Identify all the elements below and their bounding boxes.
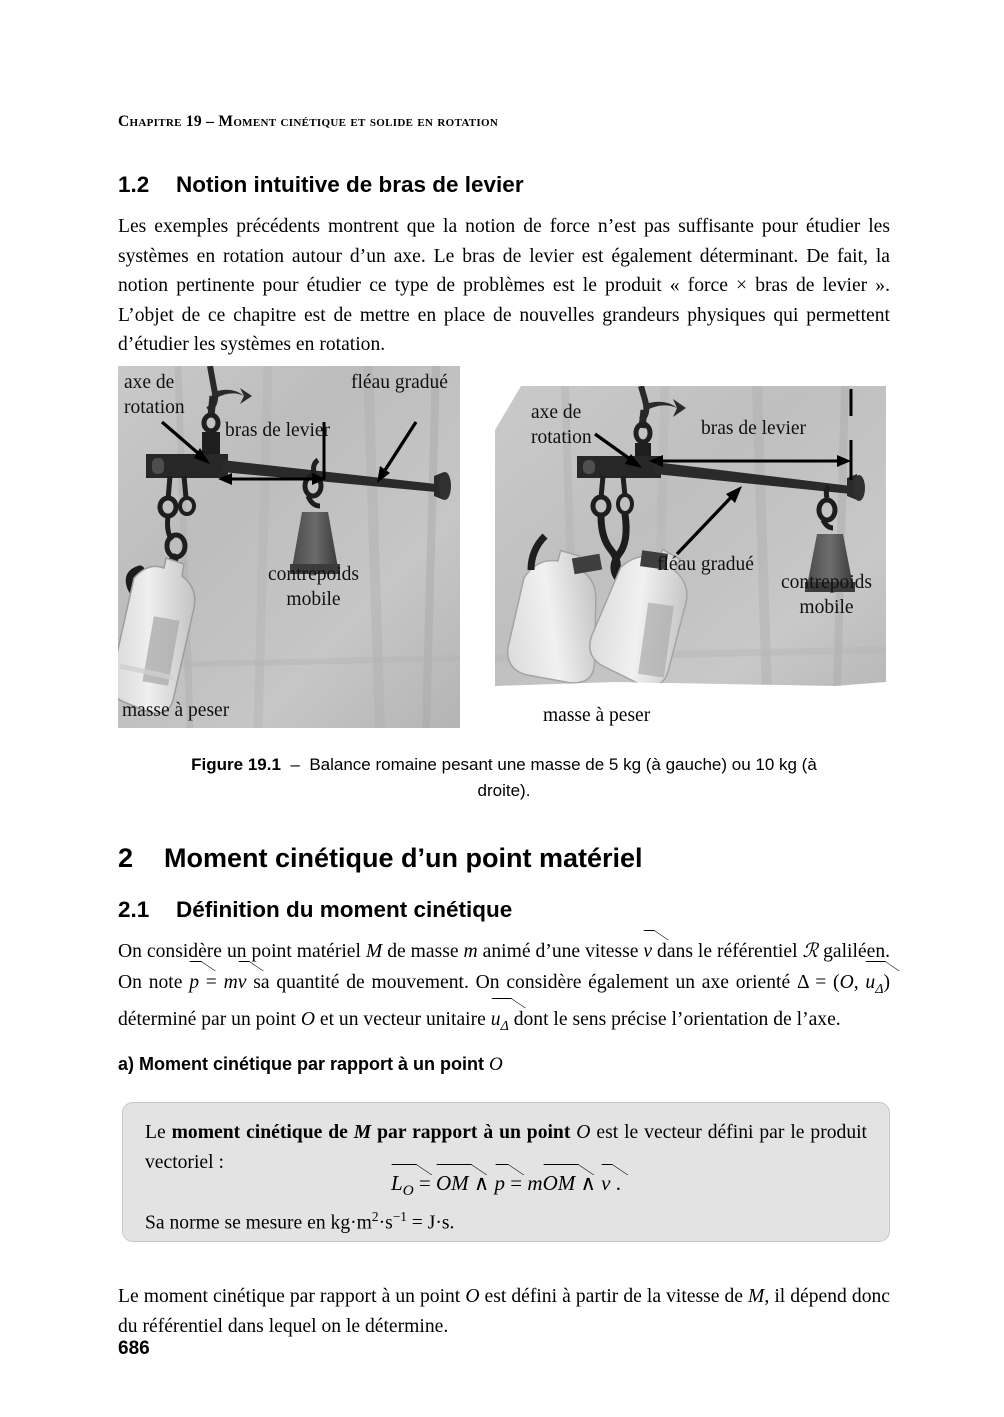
left-label-axis: axe de rotation bbox=[124, 372, 185, 418]
eq-equals-2: = bbox=[505, 1171, 528, 1195]
para-2-1-t3: animé d’une vitesse bbox=[477, 941, 644, 962]
right-label-axis: axe de rotation bbox=[531, 402, 592, 448]
para-2-1-t2: de masse bbox=[382, 941, 464, 962]
closing-t2: est défini à partir de la vitesse de bbox=[479, 1286, 749, 1307]
left-label-beam: fléau gradué bbox=[351, 372, 448, 393]
heading-2-title: Moment cinétique d’un point matériel bbox=[164, 843, 643, 873]
para-2-1-t1: On considère un point matériel bbox=[118, 941, 366, 962]
symbol-O2: O bbox=[300, 1008, 315, 1030]
definition-equation bbox=[123, 1170, 889, 1200]
left-label-mass: masse à peser bbox=[122, 700, 230, 721]
norm-t3: = J·s. bbox=[406, 1212, 455, 1234]
norm-t2: ·s bbox=[378, 1212, 393, 1234]
subsection-a-heading bbox=[118, 1054, 503, 1076]
def-t2: est le vecteur défini par le produit vectoriel : bbox=[145, 1122, 868, 1173]
heading-2-number: 2 bbox=[118, 843, 134, 873]
closing-O: O bbox=[465, 1286, 480, 1307]
eq-wedge-1: ∧ bbox=[468, 1171, 495, 1195]
vector-v2: v bbox=[238, 967, 247, 998]
left-label-lever-arm: bras de levier bbox=[225, 420, 331, 441]
running-head: Chapitre 19 – Moment cinétique et solide en rotation bbox=[118, 113, 499, 130]
closing-t1: Le moment cinétique par rapport à un point bbox=[118, 1286, 466, 1307]
para-2-1-comma: , bbox=[853, 971, 866, 993]
norm-exp2: −1 bbox=[392, 1209, 407, 1224]
para-2-1-t5: galiléen. On note bbox=[118, 941, 891, 993]
subsection-a-point: O bbox=[489, 1054, 503, 1075]
right-photograph bbox=[495, 386, 886, 708]
symbol-referential: ℛ bbox=[802, 941, 819, 962]
symbol-m2: m bbox=[223, 971, 238, 993]
vector-v-eq: v bbox=[601, 1171, 611, 1195]
symbol-O: O bbox=[839, 971, 854, 993]
page-number: 686 bbox=[118, 1338, 150, 1359]
def-bold-O: O bbox=[576, 1122, 591, 1143]
symbol-m: m bbox=[463, 941, 478, 962]
right-label-counterweight: contrepoids mobile bbox=[781, 572, 872, 618]
para-2-1-eq: = bbox=[199, 971, 224, 993]
closing-t3: , il dépend donc du référentiel dans lequel on le détermine. bbox=[118, 1286, 890, 1337]
def-bold1: moment cinétique de bbox=[171, 1122, 354, 1143]
right-label-lever-arm: bras de levier bbox=[701, 418, 807, 439]
vector-OM-2: OM bbox=[542, 1171, 576, 1195]
norm-t1: Sa norme se mesure en kg·m bbox=[145, 1212, 372, 1234]
def-bold-M: M bbox=[353, 1122, 372, 1143]
figure-caption-label: Figure 19.1 bbox=[191, 755, 281, 774]
figure-caption-dash: – bbox=[290, 755, 300, 774]
figure-caption bbox=[178, 752, 830, 804]
vector-v: v bbox=[643, 936, 652, 967]
para-2-1-t8: ) déterminé par un point bbox=[118, 971, 891, 1030]
norm-exp1: 2 bbox=[371, 1209, 379, 1224]
para-2-1-t7: = ( bbox=[808, 971, 840, 993]
closing-M: M bbox=[748, 1286, 765, 1307]
heading-2-1 bbox=[118, 897, 512, 923]
symbol-M: M bbox=[365, 941, 383, 962]
closing-paragraph bbox=[118, 1282, 890, 1341]
heading-2-1-title: Définition du moment cinétique bbox=[176, 897, 513, 922]
right-label-mass: masse à peser bbox=[543, 705, 651, 726]
paragraph-1-2: Les exemples précédents montrent que la notion de force n’est pas suffisante pour étudier les systèmes en rotation autour d’un axe. Le bras de levier est également déterminant. De fait, la notion pertinente pour étudier ce type de problèmes est le produit « force × bras de levier ». L’objet de ce chapitre est de mettre en place de nouvelles grandeurs physiques qui permettent d’étudier les systèmes en rotation. bbox=[118, 216, 890, 355]
def-bold2: par rapport à un point bbox=[371, 1122, 577, 1143]
para-2-1-t6: sa quantité de mouvement. On considère également un axe orienté bbox=[246, 971, 797, 993]
eq-wedge-2: ∧ bbox=[575, 1171, 602, 1195]
vector-u-delta-2: $u_\Delta$ bbox=[491, 1004, 509, 1041]
vector-L-O: $L_O$ bbox=[391, 1171, 414, 1200]
left-label-counterweight: contrepoids mobile bbox=[268, 564, 359, 610]
paragraph-2-1 bbox=[118, 936, 890, 1041]
eq-equals-1: = bbox=[413, 1171, 436, 1195]
figure-caption-text: Balance romaine pesant une masse de 5 kg (à gauche) ou 10 kg (à droite). bbox=[309, 755, 817, 800]
left-photograph bbox=[118, 366, 460, 728]
subsection-a-label: a) Moment cinétique par rapport à un point bbox=[118, 1054, 490, 1074]
definition-box bbox=[122, 1102, 890, 1242]
definition-text bbox=[145, 1118, 867, 1177]
vector-p: p bbox=[189, 967, 199, 998]
heading-1-2-title: Notion intuitive de bras de levier bbox=[176, 172, 524, 197]
definition-norm-line bbox=[145, 1202, 867, 1238]
right-label-beam: fléau gradué bbox=[657, 554, 754, 575]
para-2-1-t9: et un vecteur unitaire bbox=[314, 1008, 491, 1030]
eq-m: m bbox=[527, 1171, 543, 1195]
para-2-1-t10: dont le sens précise l’orientation de l’axe. bbox=[508, 1008, 841, 1030]
eq-period: . bbox=[610, 1171, 621, 1195]
heading-1-2-number: 1.2 bbox=[118, 172, 150, 197]
vector-p-eq: p bbox=[494, 1171, 506, 1195]
para-2-1-t4: dans le référentiel bbox=[652, 941, 803, 962]
heading-2 bbox=[118, 843, 643, 874]
symbol-delta: Δ bbox=[796, 971, 809, 993]
vector-OM-1: OM bbox=[436, 1171, 469, 1195]
heading-2-1-number: 2.1 bbox=[118, 897, 150, 922]
vector-u-delta: $u_\Delta$ bbox=[865, 967, 883, 1004]
def-t1: Le bbox=[145, 1122, 172, 1143]
